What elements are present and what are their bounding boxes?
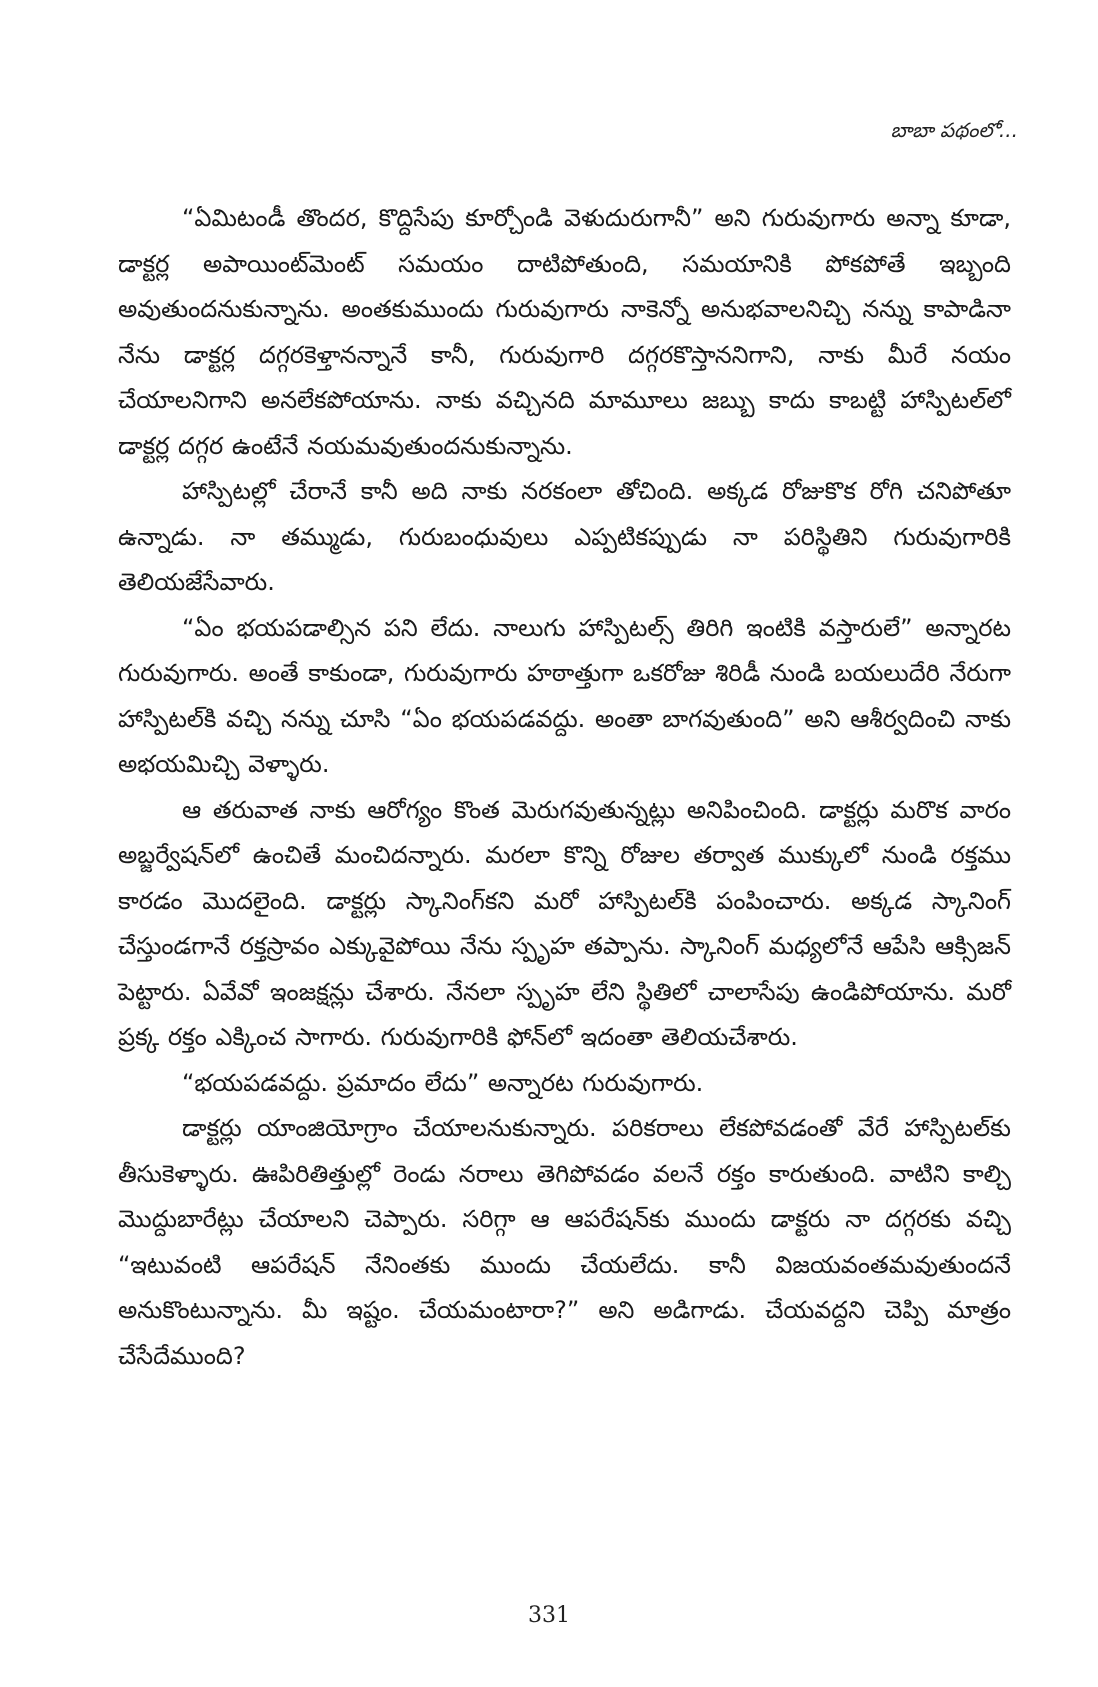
paragraph: హాస్పిటల్లో చేరానే కానీ అది నాకు నరకంలా తోచింది. అక్కడ రోజుకొక రోగి చనిపోతూ ఉన్నాడు. నా తమ్ముడు, గురుబంధువులు ఎప్పటికప్పుడు నా పరిస్థితిని గురువుగారికి తెలియజేసేవారు. (118, 477, 1011, 596)
paragraph: “భయపడవద్దు. ప్రమాదం లేదు” అన్నారట గురువుగారు. (182, 1068, 704, 1097)
paragraph: ఆ తరువాత నాకు ఆరోగ్యం కొంత మెరుగవుతున్నట్లు అనిపించింది. డాక్టర్లు మరొక వారం అబ్జర్వేషన్‌లో ఉంచితే మంచిదన్నారు. మరలా కొన్ని రోజుల తర్వాత ముక్కులో నుండి రక్తము కారడం మొదలైంది. డాక్టర్లు స్కానింగ్‌కని మరో హాస్పిటల్‌కి పంపించారు. అక్కడ స్కానింగ్ చేస్తుండగానే రక్తస్రావం ఎక్కువైపోయి నేను స్పృహ తప్పాను. స్కానింగ్ మధ్యలోనే ఆపేసి ఆక్సిజన్ పెట్టారు. ఏవేవో ఇంజక్షన్లు చేశారు. నేనలా స్పృహ లేని స్థితిలో చాలాసేపు ఉండిపోయాను. మరో ప్రక్క రక్తం ఎక్కించ సాగారు. గురువుగారికి ఫోన్‌లో ఇదంతా తెలియచేశారు. (118, 795, 1011, 1051)
paragraph: డాక్టర్లు యాంజియోగ్రాం చేయాలనుకున్నారు. పరికరాలు లేకపోవడంతో వేరే హాస్పిటల్‌కు తీసుకెళ్ళారు. ఊపిరితిత్తుల్లో రెండు నరాలు తెగిపోవడం వలనే రక్తం కారుతుంది. వాటిని కాల్చి మొద్దుబారేట్లు చేయాలని చెప్పారు. సరిగ్గా ఆ ఆపరేషన్‌కు ముందు డాక్టరు నా దగ్గరకు వచ్చి “ఇటువంటి ఆపరేషన్ నేనింతకు ముందు చేయలేదు. కానీ విజయవంతమవుతుందనే అనుకొంటున్నాను. మీ ఇష్టం. చేయమంటారా?” అని అడిగాడు. చేయవద్దని చెప్పి మాత్రం చేసేదేముంది? (118, 1114, 1011, 1370)
paragraph: “ఏమిటండీ తొందర, కొద్దిసేపు కూర్చోండి వెళుదురుగానీ” అని గురువుగారు అన్నా కూడా, డాక్టర్ల అపాయింట్‌మెంట్ సమయం దాటిపోతుంది, సమయానికి పోకపోతే ఇబ్బంది అవుతుందనుకున్నాను. అంతకుముందు గురువుగారు నాకెన్నో అనుభవాలనిచ్చి నన్ను కాపాడినా నేను డాక్టర్ల దగ్గరకెళ్తానన్నానే కానీ, గురువుగారి దగ్గరకొస్తాననిగాని, నాకు మీరే నయం చేయాలనిగాని అనలేకపోయాను. నాకు వచ్చినది మామూలు జబ్బు కాదు కాబట్టి హాస్పిటల్‌లో డాక్టర్ల దగ్గర ఉంటేనే నయమవుతుందనుకున్నాను. (118, 204, 1011, 460)
running-header: బాబా పథంలో... (890, 118, 1018, 142)
paragraph: “ఏం భయపడాల్సిన పని లేదు. నాలుగు హాస్పిటల్స్ తిరిగి ఇంటికి వస్తారులే” అన్నారట గురువుగారు. అంతే కాకుండా, గురువుగారు హఠాత్తుగా ఒకరోజు శిరిడీ నుండి బయలుదేరి నేరుగా హాస్పిటల్‌కి వచ్చి నన్ను చూసి “ఏం భయపడవద్దు. అంతా బాగవుతుంది” అని ఆశీర్వదించి నాకు అభయమిచ్చి వెళ్ళారు. (118, 613, 1011, 778)
page-number: 331 (528, 1603, 570, 1628)
body-text (118, 196, 1011, 1379)
